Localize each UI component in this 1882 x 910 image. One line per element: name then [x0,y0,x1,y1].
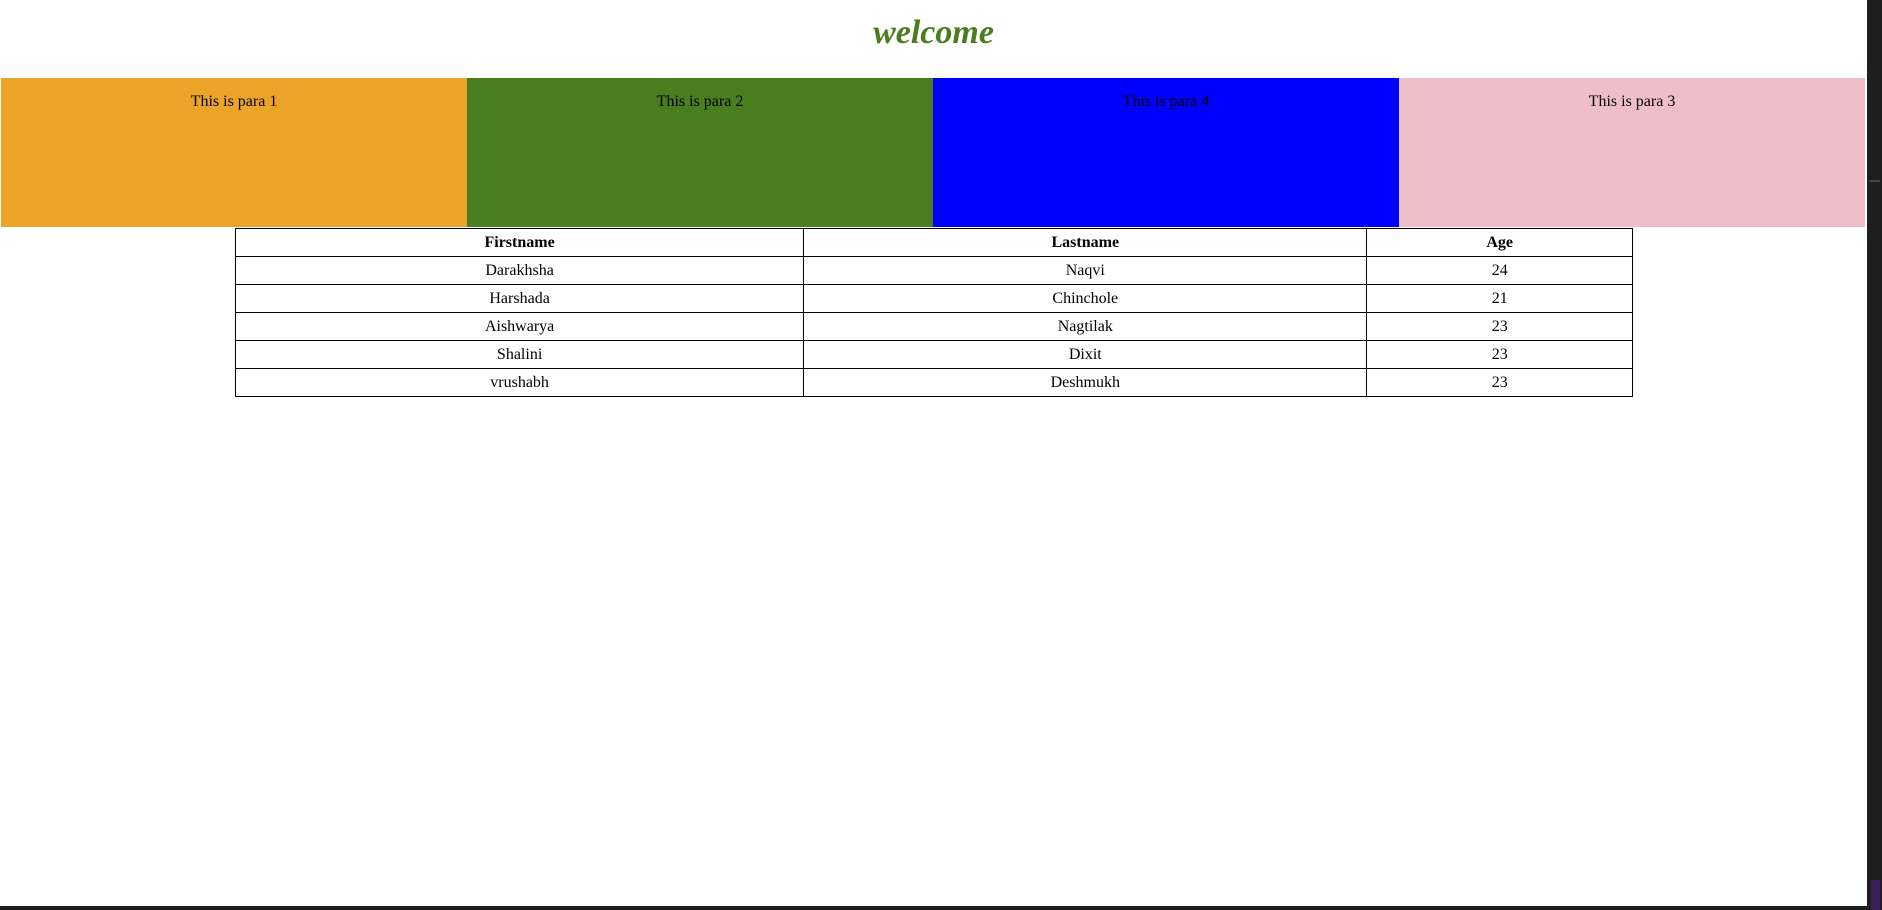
window-edge [1867,0,1882,910]
table-header-row [236,229,1633,257]
cell-lastname: Chinchole [804,285,1367,313]
table-row [236,369,1633,397]
table-row [236,285,1633,313]
cell-age: 23 [1367,341,1633,369]
cell-lastname: Nagtilak [804,313,1367,341]
window-bottom-edge [0,906,1867,910]
para-row [1,78,1865,227]
people-table [235,228,1633,397]
cell-age: 23 [1367,313,1633,341]
header-age: Age [1367,229,1633,257]
cell-lastname: Naqvi [804,257,1367,285]
para-box-4: This is para 4 [933,78,1399,227]
para-box-3: This is para 3 [1399,78,1865,227]
header-firstname: Firstname [236,229,804,257]
table-row [236,341,1633,369]
header-lastname: Lastname [804,229,1367,257]
cell-firstname: Aishwarya [236,313,804,341]
cell-age: 21 [1367,285,1633,313]
cell-firstname: Harshada [236,285,804,313]
cell-firstname: vrushabh [236,369,804,397]
para-box-2: This is para 2 [467,78,933,227]
window-edge-divider [1869,180,1880,182]
cell-firstname: Shalini [236,341,804,369]
cell-age: 24 [1367,257,1633,285]
cell-firstname: Darakhsha [236,257,804,285]
table-row [236,257,1633,285]
cell-lastname: Dixit [804,341,1367,369]
window-edge-accent [1871,880,1880,910]
para-box-1: This is para 1 [1,78,467,227]
page-title: welcome [873,14,994,51]
cell-age: 23 [1367,369,1633,397]
cell-lastname: Deshmukh [804,369,1367,397]
table-row [236,313,1633,341]
